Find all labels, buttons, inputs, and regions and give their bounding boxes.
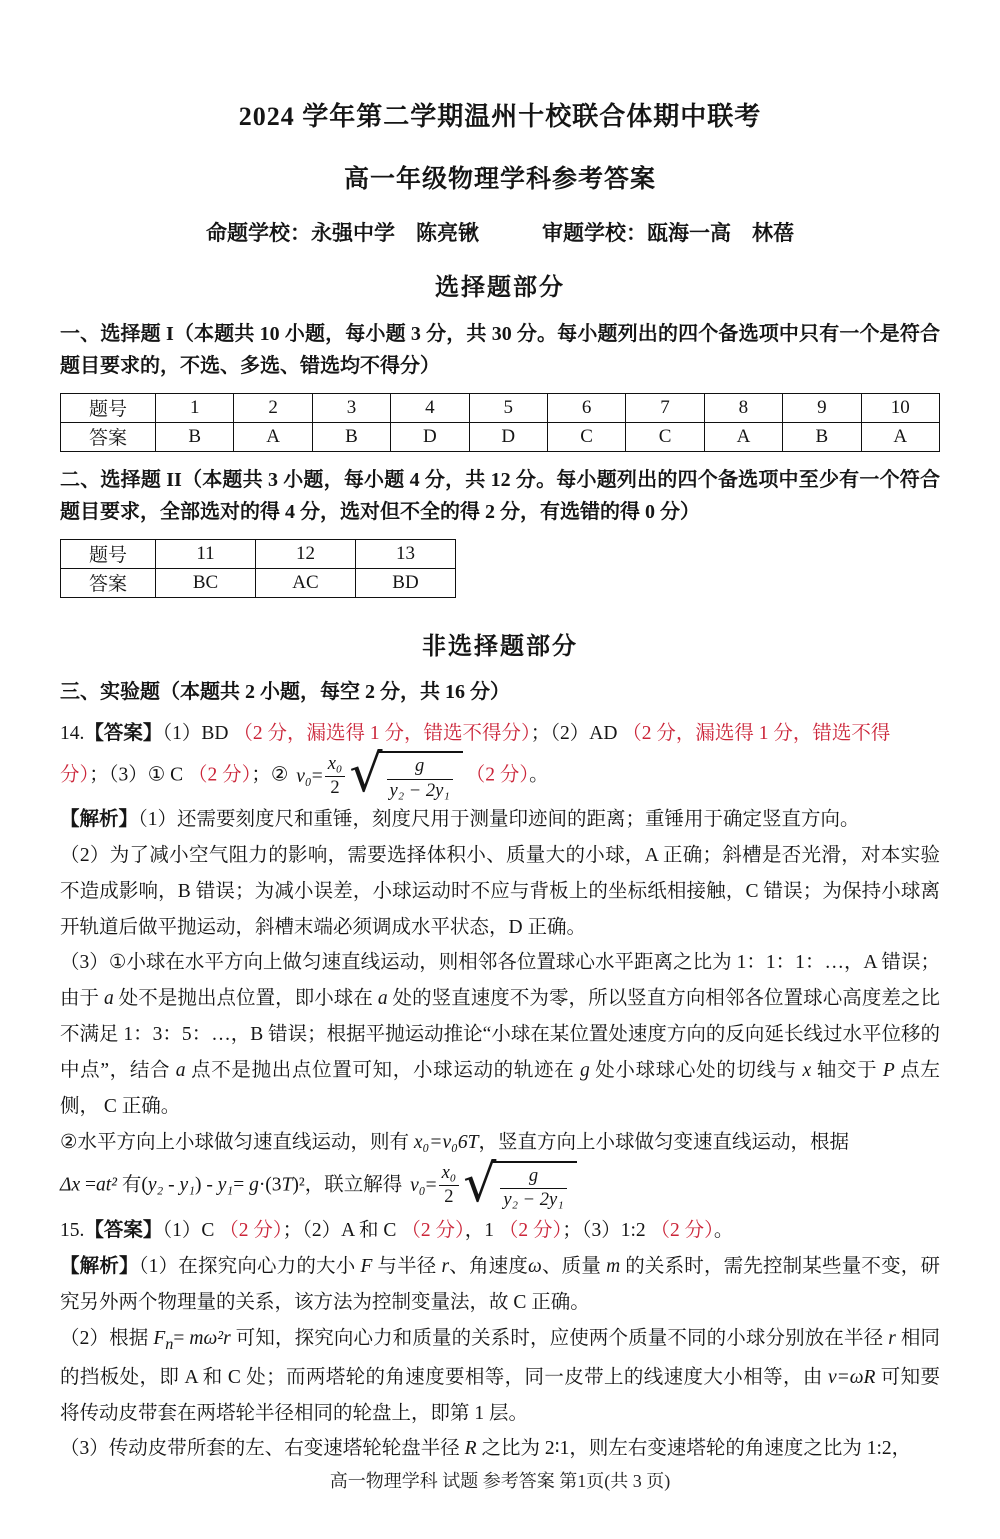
question-number-cell: 1 [156,393,234,422]
fraction-x0-over-2: $\frac{\text{x₀}}{2}$ [439,1163,460,1209]
row-label-question-number: 题号 [61,539,156,568]
question-number-cell: 4 [391,393,469,422]
answer-cell: D [391,422,469,451]
answer-cell: A [861,422,939,451]
answer-cell: B [312,422,390,451]
table-row [61,568,456,597]
answer-cell: AC [256,568,356,597]
mcq2-instructions: 二、选择题 II（本题共 3 小题，每小题 4 分，共 12 分。每小题列出的四个备选项中至少有一个符合题目要求，全部选对的得 4 分，选对但不全的得 2 分，有选错的得 0 分） [60,468,940,524]
radical-icon: √ [349,744,383,805]
answer-cell: BC [156,568,256,597]
q14-answer-line-2-post: （2 分）。 [465,765,549,787]
question-number-cell: 12 [256,539,356,568]
formula-equals-sign: = [311,765,323,787]
q14-analysis-p5 [60,1153,940,1214]
radical-icon: √ [463,1153,497,1214]
q14-answer-line-2-pre: 分）；（3）① C （2 分）；② [60,765,294,787]
formula-lhs: v₀ [296,765,312,787]
q14-analysis-p4: ②水平方向上小球做匀速直线运动，则有 x₀=v₀6T，竖直方向上小球做匀变速直线运动，根据 [60,1131,849,1153]
question-number-cell: 6 [547,393,625,422]
q14-answer-line-1: 14.【答案】（1）BD （2 分，漏选得 1 分，错选不得分）；（2）AD （2 分，漏选得 1 分，错选不得 [60,722,891,744]
question-number-cell: 2 [234,393,312,422]
v0-formula [296,744,463,805]
question-number-cell: 11 [156,539,256,568]
experiment-section-heading: 三、实验题（本题共 2 小题，每空 2 分，共 16 分） [60,680,510,703]
answer-cell: A [704,422,782,451]
question-number-cell: 10 [861,393,939,422]
q15-analysis-p2: （2）根据 $F_n= m\omega^2r$ 可知，探究向心力和质量的关系时，应使两个质量不同的小球分别放在半径 r 相同的挡板处，即 A 和 C 处；而两塔轮的角速度要相等，同一皮带上的线速度大小相等，由 v=ωR 可知要将传动皮带套在两塔轮半径相同的轮盘上，即第 1 层。 [60,1327,940,1424]
q14-analysis-p2: （2）为了减小空气阻力的影响，需要选择体积小、质量大的小球，A 正确；斜槽是否光滑，对本实验不造成影响，B 错误；为减小误差，小球运动时不应与背板上的坐标纸相接触，C 错误；为保持小球离开轨道后做平抛运动，斜槽末端必须调成水平状态，D 正确。 [60,844,940,938]
mcq2-answer-table [60,539,456,598]
formula-equals-sign: = [425,1175,437,1197]
q14-answer-line-2 [60,744,940,805]
fraction-g-over-y: $\frac{g}{\text{y₂ − 2y₁}}$ [387,756,453,802]
question-number-cell: 5 [469,393,547,422]
square-root [463,1153,576,1214]
mcq1-instructions: 一、选择题 I（本题共 10 小题，每小题 3 分，共 30 分。每小题列出的四个备选项中只有一个是符合题目要求的，不选、多选、错选均不得分） [60,323,940,378]
row-label-question-number: 题号 [61,393,156,422]
mcq1-answer-table [60,393,940,452]
fraction-x0-over-2: $\frac{\text{x₀}}{2}$ [325,754,346,800]
formula-lhs: v₀ [410,1175,426,1197]
table-row [61,393,940,422]
answer-cell: B [156,422,234,451]
question-number-cell: 7 [626,393,704,422]
question-number-cell: 9 [783,393,861,422]
choice-section-heading: 选择题部分 [435,275,565,301]
question-number-cell: 3 [312,393,390,422]
page-title: 2024 学年第二学期温州十校联合体期中联考 [238,102,762,131]
q14-analysis-p1: 【解析】（1）还需要刻度尺和重锤，刻度尺用于测量印迹间的距离；重锤用于确定竖直方向。 [60,808,860,830]
answer-cell: BD [356,568,456,597]
answer-cell: C [626,422,704,451]
answer-cell: C [547,422,625,451]
question-number-cell: 8 [704,393,782,422]
page-subtitle: 高一年级物理学科参考答案 [343,166,656,193]
square-root [349,744,462,805]
row-label-answer: 答案 [61,568,156,597]
q15-answer-line: 15.【答案】（1）C （2 分）；（2）A 和 C （2 分），1 （2 分）；（3）1:2 （2 分）。 [60,1220,734,1242]
answer-cell: D [469,422,547,451]
page-footer: 高一物理学科 试题 参考答案 第1页(共 3 页) [329,1471,671,1492]
answer-cell: A [234,422,312,451]
q14-analysis-p3: （3）①小球在水平方向上做匀速直线运动，则相邻各位置球心水平距离之比为 1：1：1：…，A 错误；由于 a 处不是抛出点位置，即小球在 a 处的竖直速度不为零，所以竖直方向相邻各位置球心高度差之比不满足 1：3：5：…，B 错误；根据平抛运动推论“小球在某位置处速度方向的反向延长线过水平位移的中点”，结合 a 点不是抛出点位置可知，小球运动的轨迹在 g 处小球球心处的切线与 x 轴交于 P 点左侧， C 正确。 [60,952,940,1117]
fraction-g-over-y: $\frac{g}{\text{y₂ − 2y₁}}$ [500,1166,566,1212]
non-choice-section-heading: 非选择题部分 [422,633,578,660]
table-row [61,539,456,568]
q15-analysis-p3: （3）传动皮带所套的左、右变速塔轮轮盘半径 R 之比为 2∶1，则左右变速塔轮的角速度之比为 1:2， [60,1438,912,1460]
q15-analysis-p1: 【解析】（1）在探究向心力的大小 F 与半径 r、角速度ω、质量 m 的关系时，需先控制某些量不变，研究另外两个物理量的关系，该方法为控制变量法，故 C 正确。 [60,1256,940,1313]
schools-line: 命题学校：永强中学 陈亮锹 审题学校：瓯海一高 林蓓 [206,221,794,245]
table-row [61,422,940,451]
q14-analysis-p5-text: Δx =at² 有(y₂ - y₁) - y₁= g·(3T)²，联立解得 [60,1174,408,1196]
answer-cell: B [783,422,861,451]
question-number-cell: 13 [356,539,456,568]
row-label-answer: 答案 [61,422,156,451]
v0-formula [410,1153,577,1214]
